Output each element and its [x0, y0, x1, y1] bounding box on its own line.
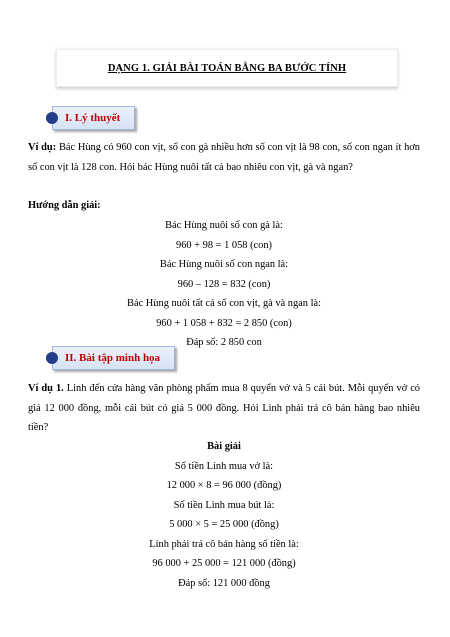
- theory-example: [28, 138, 420, 177]
- page-title-box: [56, 49, 398, 87]
- section-exercises-label: II. Bài tập minh họa: [65, 352, 161, 364]
- page-title: DẠNG 1. GIẢI BÀI TOÁN BẰNG BA BƯỚC TÍNH: [107, 62, 347, 74]
- example1: [28, 379, 420, 438]
- solution-line: Bác Hùng nuôi số con gà là:: [165, 220, 283, 231]
- bullet-icon: [46, 352, 58, 364]
- section-label-box: [52, 106, 135, 130]
- example1-solution: [28, 437, 420, 593]
- example-text: Bác Hùng có 960 con vịt, số con gà nhiều hơn số con vịt là 98 con, số con ngan ít hơn số con vịt là 128 con. Hỏi bác Hùng nuôi tất cả bao nhiêu con vịt, gà và ngan?: [28, 142, 420, 173]
- solution-line: 960 + 1 058 + 832 = 2 850 (con): [156, 317, 292, 329]
- section-theory-label: I. Lý thuyết: [65, 112, 121, 124]
- solution-line: Linh phải trả cô bán hàng số tiền là:: [149, 538, 299, 550]
- solution-line: 12 000 × 8 = 96 000 (đồng): [166, 480, 282, 491]
- section-label-box: [52, 346, 175, 370]
- solution-line: 5 000 × 5 = 25 000 (đồng): [169, 519, 279, 530]
- solution-line: 960 – 128 = 832 (con): [177, 278, 271, 290]
- solution-line: Đáp số: 2 850 con: [186, 337, 262, 348]
- example1-label: Ví dụ 1.: [28, 383, 64, 394]
- section-theory-heading: [46, 106, 135, 130]
- example-label: Ví dụ:: [28, 142, 57, 153]
- bullet-icon: [46, 112, 58, 124]
- solution-line: Số tiền Linh mua bút là:: [173, 499, 275, 511]
- solution-line: 96 000 + 25 000 = 121 000 (đồng): [152, 558, 296, 569]
- guide-heading: [28, 196, 420, 216]
- solution-line: 960 + 98 = 1 058 (con): [176, 239, 272, 251]
- example1-text: Linh đến cửa hàng văn phòng phẩm mua 8 quyển vở và 5 cái bút. Mỗi quyển vở có giá 12 000 đồng, mỗi cái bút có giá 5 000 đồng. Hỏi Linh phải trả cô bán hàng bao nhiêu tiền?: [28, 383, 421, 433]
- solution-line: Bác Hùng nuôi tất cả số con vịt, gà và ngan là:: [127, 298, 321, 309]
- solution-line: Số tiền Linh mua vở là:: [174, 460, 274, 472]
- section-exercises-heading: [46, 346, 175, 370]
- solution-title: Bài giải: [207, 441, 241, 452]
- theory-solution: [28, 216, 420, 353]
- solution-line: Bác Hùng nuôi số con ngan là:: [159, 259, 289, 270]
- solution-line: Đáp số: 121 000 đồng: [178, 577, 270, 589]
- guide-label: Hướng dẫn giải:: [28, 200, 101, 211]
